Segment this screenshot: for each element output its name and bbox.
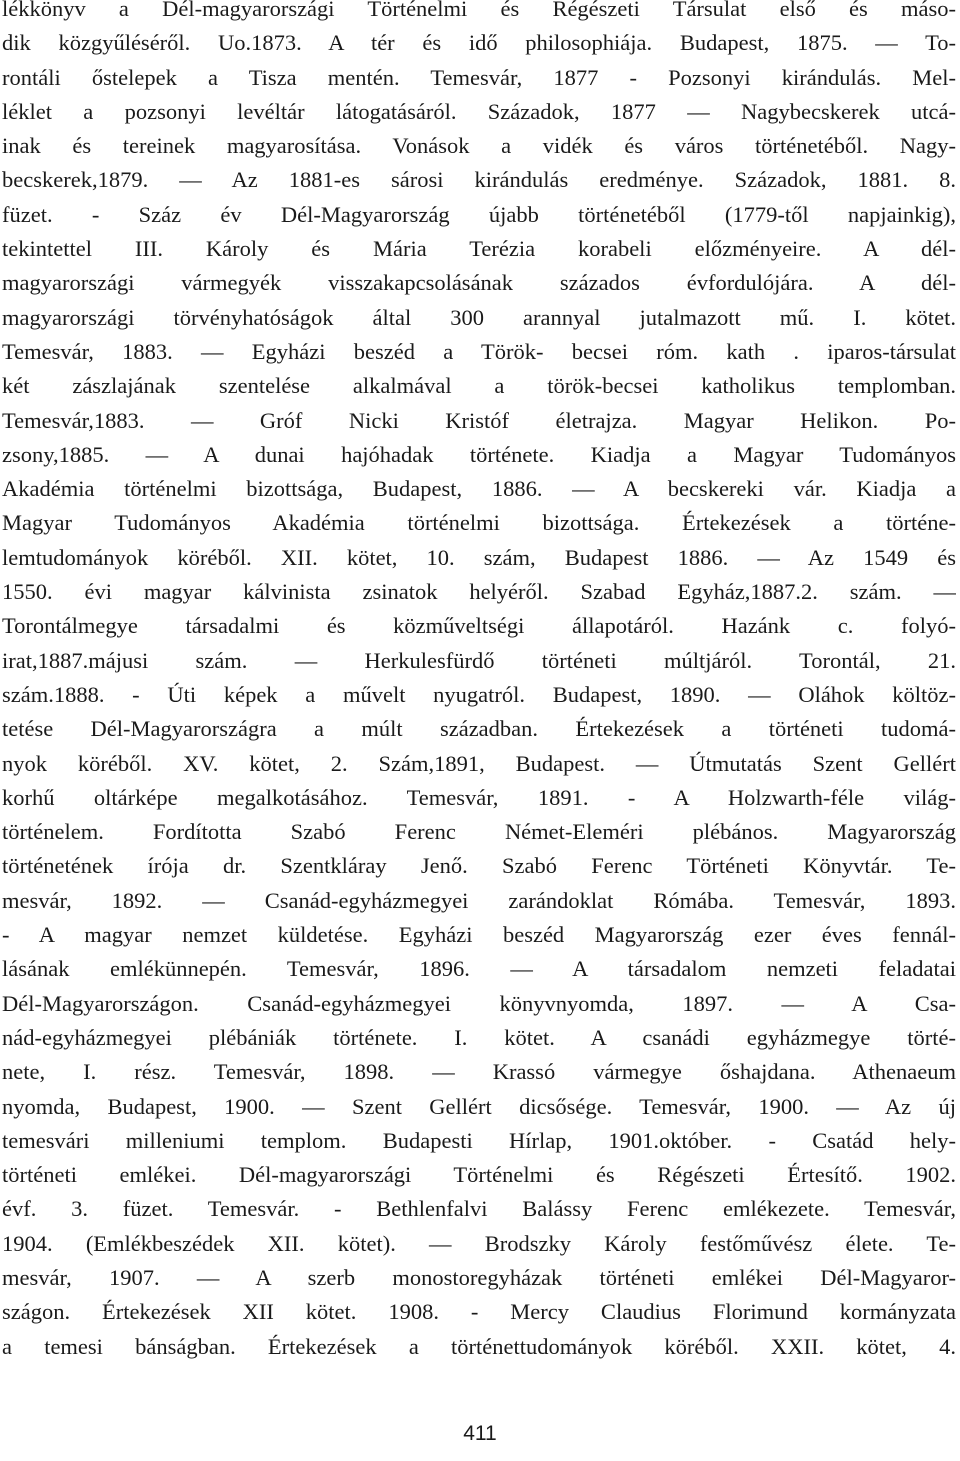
text-line: lemtudományok köréből. XII. kötet, 10. szám, Budapest 1886. ― Az 1549 és	[2, 544, 956, 570]
text-line: a temesi bánságban. Értekezések a történettudományok köréből. XXII. kötet, 4.	[2, 1333, 956, 1359]
text-line: 1550. évi magyar kálvinista zsinatok helyéről. Szabad Egyház,1887.2. szám. ―	[2, 579, 956, 605]
text-line: korhű oltárképe megalkotásához. Temesvár, 1891. - A Holzwarth-féle világ-	[2, 784, 956, 810]
text-line: becskerek,1879. ― Az 1881-es sárosi kirándulás eredménye. Századok, 1881. 8.	[2, 167, 956, 193]
text-line: két zászlajának szentelése alkalmával a török-becsei katholikus templomban.	[2, 373, 956, 399]
text-line: Temesvár,1883. ― Gróf Nicki Kristóf életrajza. Magyar Helikon. Po-	[2, 407, 956, 433]
text-line: léklet a pozsonyi levéltár látogatásáról. Századok, 1877 ― Nagybecskerek utcá-	[2, 98, 956, 124]
text-line: magyarországi törvényhatóságok által 300 arannyal jutalmazott mű. I. kötet.	[2, 304, 956, 330]
text-line: történeti emlékei. Dél-magyarországi Történelmi és Régészeti Értesítő. 1902.	[2, 1162, 956, 1188]
body-text	[2, 0, 956, 1364]
text-line: tekintettel III. Károly és Mária Terézia korabeli előzményeire. A dél-	[2, 236, 956, 262]
text-line: nyomda, Budapest, 1900. ― Szent Gellért dicsősége. Temesvár, 1900. ― Az új	[2, 1093, 956, 1119]
text-line: mesvár, 1907. ― A szerb monostoregyházak történeti emlékei Dél-Magyaror-	[2, 1264, 956, 1290]
text-line: temesvári milleniumi templom. Budapesti Hírlap, 1901.október. - Csatád hely-	[2, 1127, 956, 1153]
text-line: dik közgyűléséről. Uo.1873. A tér és idő philosophiája. Budapest, 1875. ― To-	[2, 30, 956, 56]
text-line: 1904. (Emlékbeszédek XII. kötet). ― Brodszky Károly festőművész élete. Te-	[2, 1230, 956, 1256]
text-line: zsony,1885. ― A dunai hajóhadak története. Kiadja a Magyar Tudományos	[2, 441, 956, 467]
text-line: nyok köréből. XV. kötet, 2. Szám,1891, Budapest. ― Útmutatás Szent Gellért	[2, 750, 956, 776]
text-line: magyarországi vármegyék visszakapcsolásának százados évfordulójára. A dél-	[2, 270, 956, 296]
text-line: rontáli őstelepek a Tisza mentén. Temesvár, 1877 - Pozsonyi kirándulás. Mel-	[2, 64, 956, 90]
text-line: nete, I. rész. Temesvár, 1898. ― Krassó vármegye őshajdana. Athenaeum	[2, 1059, 956, 1085]
text-line: Magyar Tudományos Akadémia történelmi bizottsága. Értekezések a történe-	[2, 510, 956, 536]
text-line: szágon. Értekezések XII kötet. 1908. - Mercy Claudius Florimund kormányzata	[2, 1299, 956, 1325]
text-line: inak és tereinek magyarosítása. Vonások a vidék és város történetéből. Nagy-	[2, 133, 956, 159]
text-line: Temesvár, 1883. ― Egyházi beszéd a Török- becsei róm. kath . iparos-társulat	[2, 338, 956, 364]
text-line: lásának emlékünnepén. Temesvár, 1896. ― A társadalom nemzeti feladatai	[2, 956, 956, 982]
text-line: történetének írója dr. Szentkláray Jenő. Szabó Ferenc Történeti Könyvtár. Te-	[2, 853, 956, 879]
text-line: lékkönyv a Dél-magyarországi Történelmi és Régészeti Társulat első és máso-	[2, 0, 956, 21]
text-line: Akadémia történelmi bizottsága, Budapest, 1886. ― A becskereki vár. Kiadja a	[2, 476, 956, 502]
text-line: - A magyar nemzet küldetése. Egyházi beszéd Magyarország ezer éves fennál-	[2, 922, 956, 948]
text-line: évf. 3. füzet. Temesvár. - Bethlenfalvi Balássy Ferenc emlékezete. Temesvár,	[2, 1196, 956, 1222]
text-line: történelem. Fordította Szabó Ferenc Német-Eleméri plébános. Magyarország	[2, 819, 956, 845]
text-line: irat,1887.májusi szám. ― Herkulesfürdő történeti múltjáról. Torontál, 21.	[2, 647, 956, 673]
text-line: nád-egyházmegyei plébániák története. I. kötet. A csanádi egyházmegye törté-	[2, 1024, 956, 1050]
page-number: 411	[463, 1422, 497, 1445]
text-line: mesvár, 1892. ― Csanád-egyházmegyei zarándoklat Rómába. Temesvár, 1893.	[2, 887, 956, 913]
text-line: szám.1888. - Úti képek a művelt nyugatról. Budapest, 1890. ― Oláhok költöz-	[2, 681, 956, 707]
text-line: Torontálmegye társadalmi és közműveltségi állapotáról. Hazánk c. folyó-	[2, 613, 956, 639]
text-line: Dél-Magyarországon. Csanád-egyházmegyei könyvnyomda, 1897. ― A Csa-	[2, 990, 956, 1016]
text-line: tetése Dél-Magyarországra a múlt században. Értekezések a történeti tudomá-	[2, 716, 956, 742]
text-line: füzet. - Száz év Dél-Magyarország újabb történetéből (1779-től napjainkig),	[2, 201, 956, 227]
